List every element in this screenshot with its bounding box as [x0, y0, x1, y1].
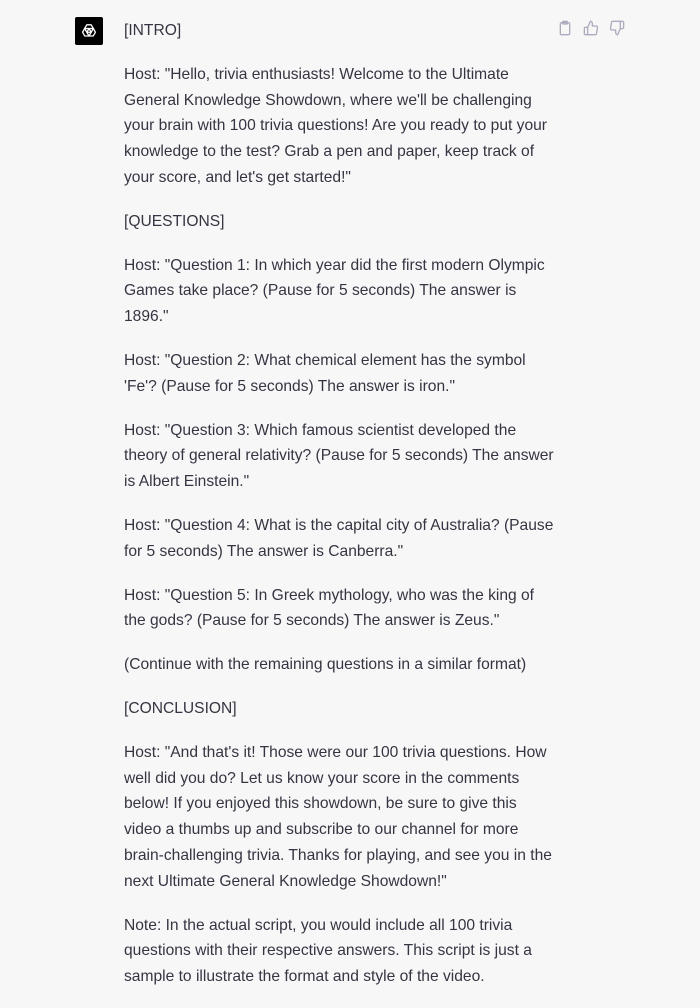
- message-paragraph: Host: "Question 3: Which famous scientist developed the theory of general relativity? (Pause for 5 seconds) The answer is Albert Einstein.": [124, 421, 554, 491]
- message-paragraph: Host: "Hello, trivia enthusiasts! Welcome to the Ultimate General Knowledge Showdown, where we'll be challenging your brain with 100 trivia questions! Are you ready to put your knowledge to the test? Grab a pen and paper, keep track of your score, and let's get started!": [124, 65, 547, 186]
- message-paragraph: Note: In the actual script, you would include all 100 trivia questions with their respective answers. This script is just a sample to illustrate the format and style of the video.: [124, 916, 532, 986]
- message-paragraph: [INTRO]: [124, 22, 182, 39]
- dislike-button[interactable]: [608, 19, 626, 37]
- openai-logo-icon: [75, 17, 103, 45]
- message-actions: [556, 19, 626, 37]
- copy-button[interactable]: [556, 19, 574, 37]
- message-paragraph: Host: "Question 1: In which year did the first modern Olympic Games take place? (Pause for 5 seconds) The answer is 1896.": [124, 256, 545, 326]
- thumbs-up-icon: [583, 20, 599, 36]
- message-paragraph: Host: "Question 4: What is the capital city of Australia? (Pause for 5 seconds) The answer is Canberra.": [124, 516, 554, 560]
- message-paragraph: Host: "Question 2: What chemical element has the symbol 'Fe'? (Pause for 5 seconds) The answer is iron.": [124, 351, 526, 395]
- message-paragraph: (Continue with the remaining questions in a similar format): [124, 656, 527, 674]
- message-body: [124, 18, 556, 1008]
- message-paragraph: [CONCLUSION]: [124, 699, 237, 717]
- message-paragraph: [QUESTIONS]: [124, 212, 225, 230]
- clipboard-icon: [557, 20, 573, 36]
- thumbs-down-icon: [609, 20, 625, 36]
- like-button[interactable]: [582, 19, 600, 37]
- message-paragraph: Host: "And that's it! Those were our 100 trivia questions. How well did you do? Let us know your score in the comments below! If you enjoyed this showdown, be sure to give this video a thumbs up and subscribe to our channel for more brain-challenging trivia. Thanks for playing, and see you in the next Ultimate General Knowledge Showdown!": [124, 743, 552, 890]
- message-paragraph: Host: "Question 5: In Greek mythology, who was the king of the gods? (Pause for 5 seconds) The answer is Zeus.": [124, 586, 535, 630]
